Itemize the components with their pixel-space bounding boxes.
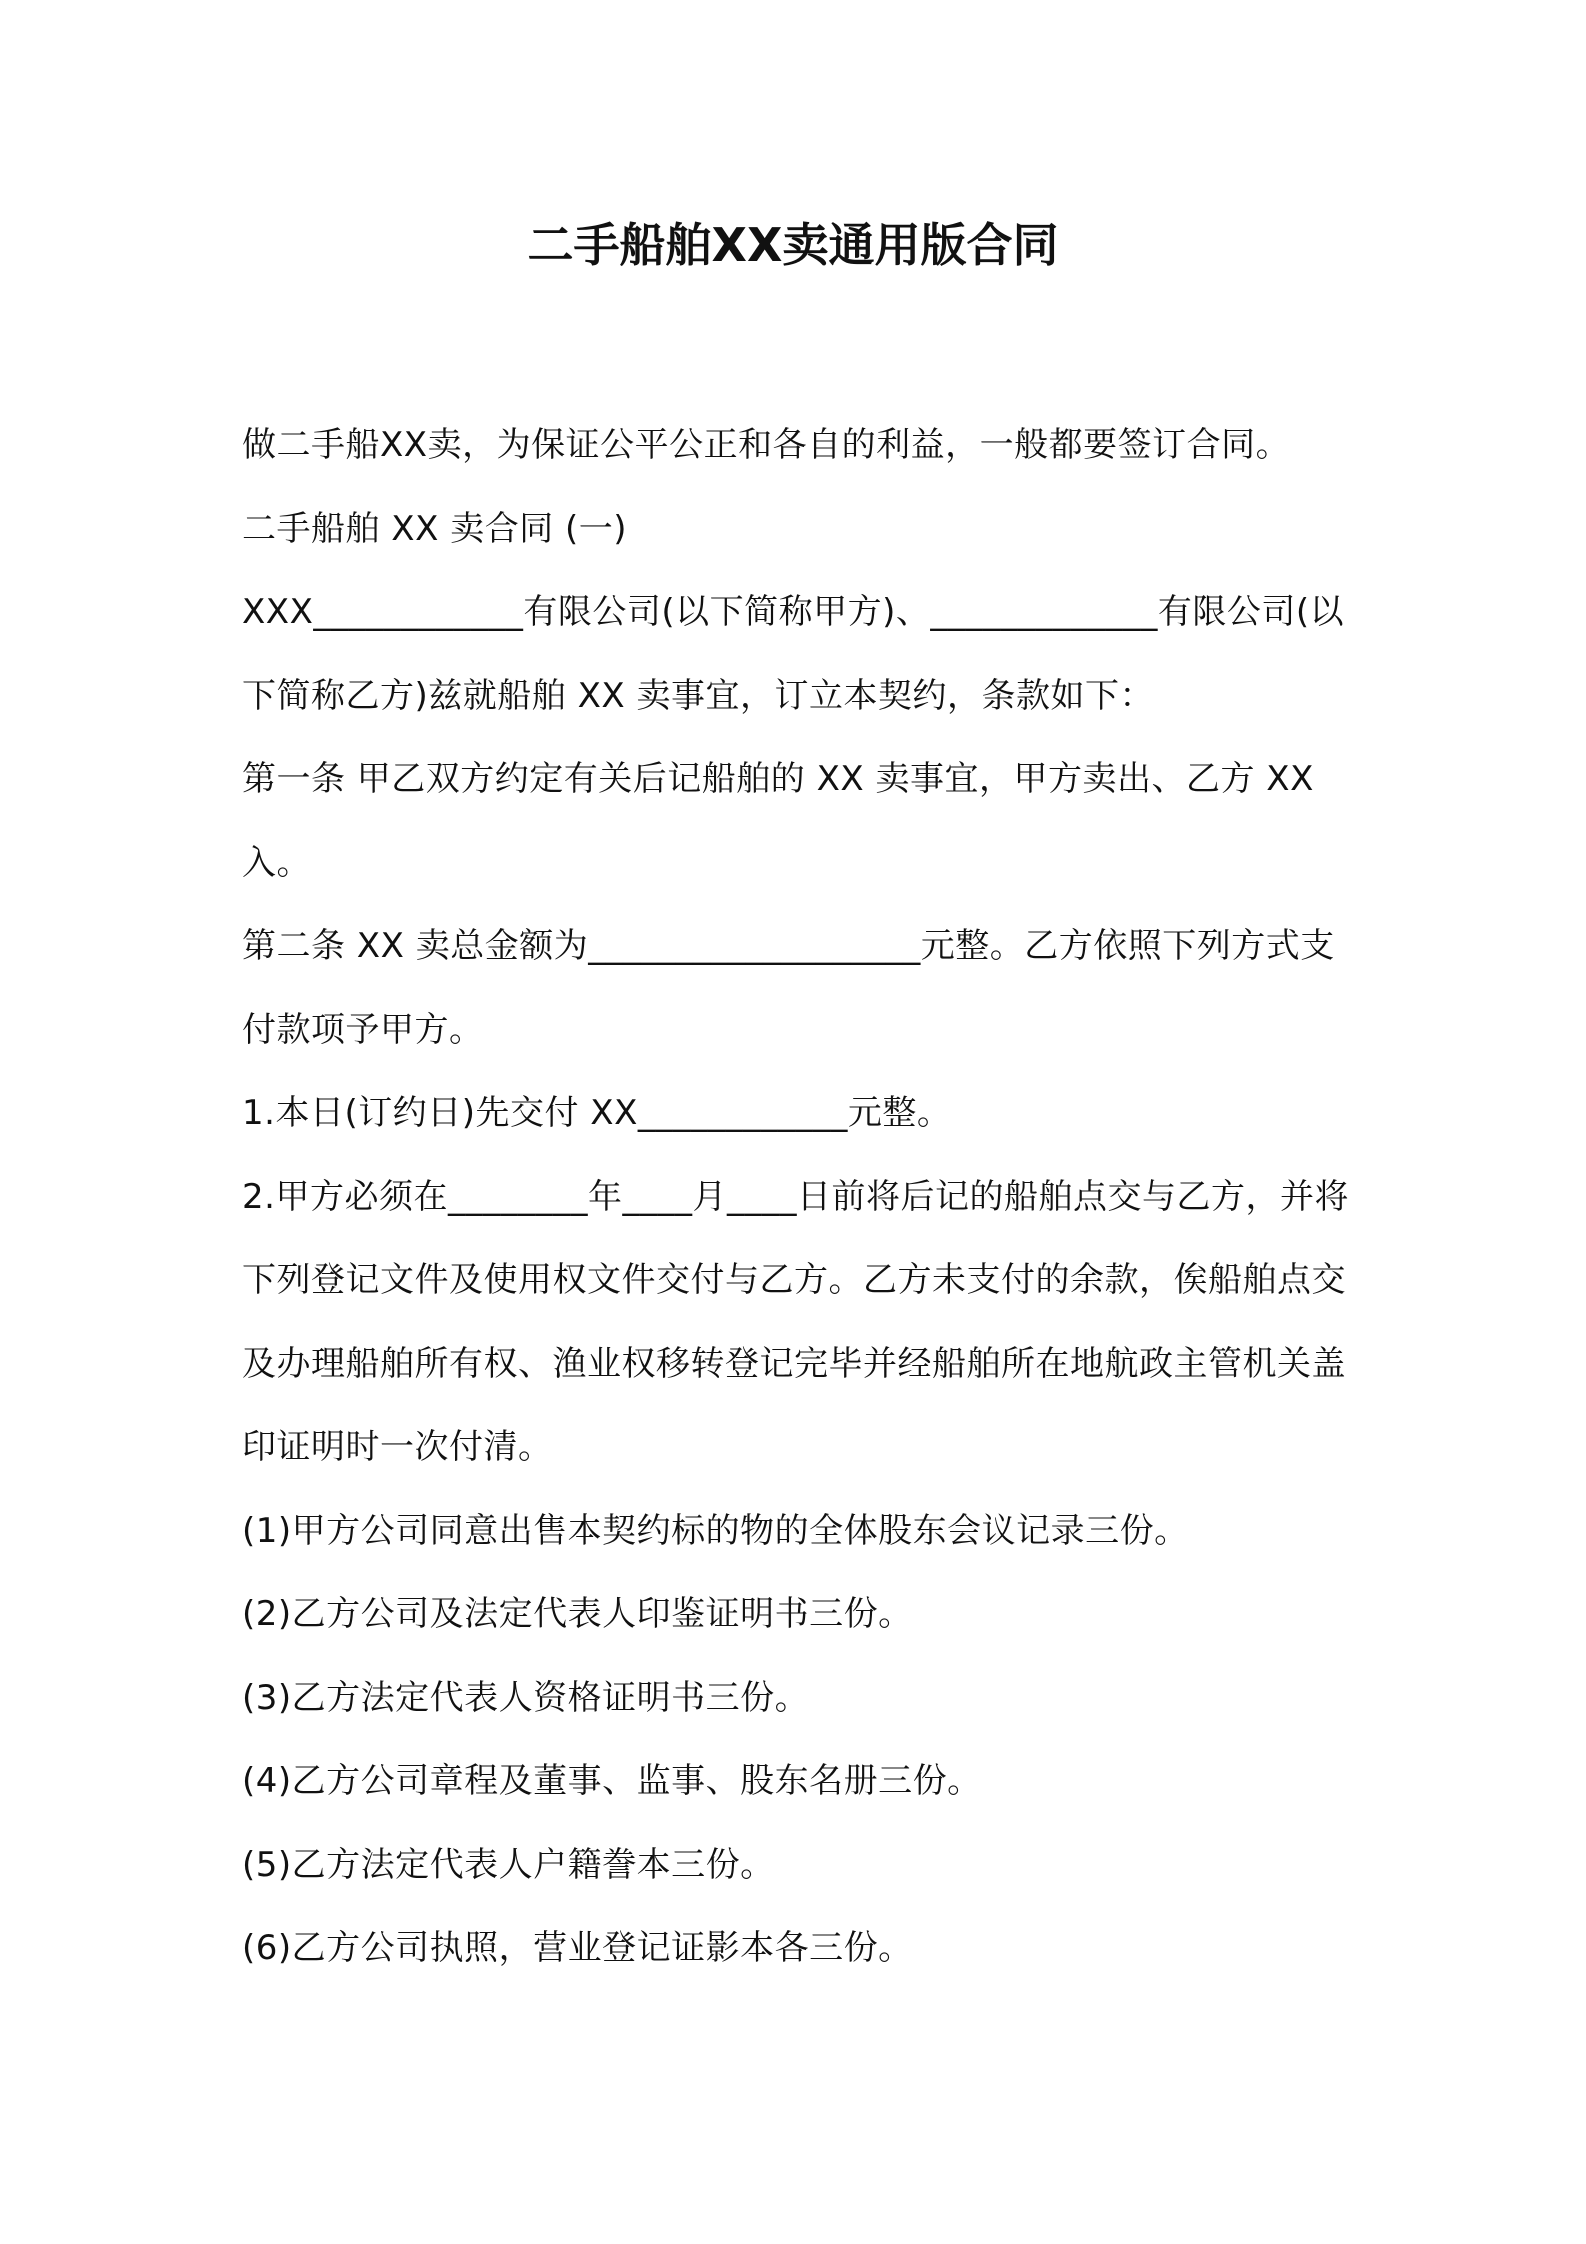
document-body [242,404,1362,1991]
document-title: 二手船舶XX卖通用版合同 [527,218,1059,272]
document-item-6: (6)乙方公司执照，营业登记证影本各三份。 [242,1928,913,1968]
contract-heading: 二手船舶 XX 卖合同 (一) [242,508,628,549]
parties-paragraph: XXX____________有限公司(以下简称甲方)、_____________有限公司(以下简称乙方)兹就船舶 XX 卖事宜，订立本契约，条款如下： [242,592,1345,716]
payment-item-2: 2.甲方必须在________年____月____日前将后记的船舶点交与乙方，并将下列登记文件及使用权文件交付与乙方。乙方未支付的余款，俟船舶点交及办理船舶所有权、渔业权移转登记完毕并经船舶所在地航政主管机关盖印证明时一次付清。 [242,1176,1349,1467]
document-item-3: (3)乙方法定代表人资格证明书三份。 [242,1677,810,1718]
document-item-2: (2)乙方公司及法定代表人印鉴证明书三份。 [242,1594,913,1634]
intro-paragraph: 做二手船XX卖，为保证公平公正和各自的利益，一般都要签订合同。 [242,425,1291,465]
document-item-4: (4)乙方公司章程及董事、监事、股东名册三份。 [242,1761,982,1801]
payment-item-1: 1.本日(订约日)先交付 XX____________元整。 [242,1093,952,1133]
document-item-5: (5)乙方法定代表人户籍誊本三份。 [242,1844,775,1885]
document-item-1: (1)甲方公司同意出售本契约标的物的全体股东会议记录三份。 [242,1510,1189,1551]
article-two: 第二条 XX 卖总金额为___________________元整。乙方依照下列方式支付款项予甲方。 [242,926,1335,1050]
article-one: 第一条 甲乙双方约定有关后记船舶的 XX 卖事宜，甲方卖出、乙方 XX 入。 [242,759,1314,883]
